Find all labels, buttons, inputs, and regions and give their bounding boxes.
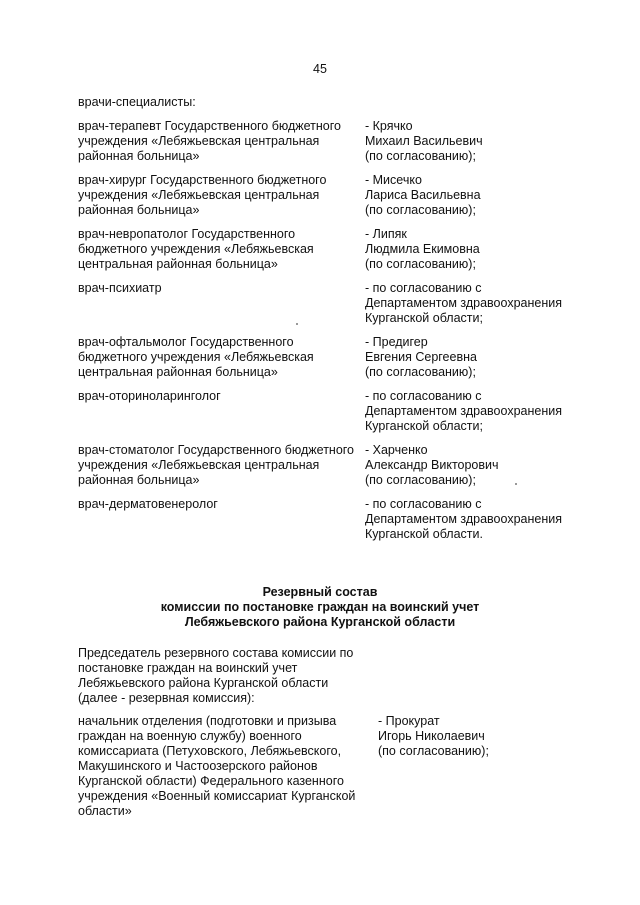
reserve-member-position: начальник отделения (подготовки и призыва граждан на военную службу) военного комиссариата (Петуховского, Лебяжьевского, Макушинского и Частоозерского районов Курганской области) Федерального казенного учреждения «Военный комиссариат Курганской области»	[78, 714, 356, 818]
scan-speck	[296, 323, 298, 325]
member-position: врач-невропатолог Государственного бюджетного учреждения «Лебяжьевская центральная районная больница»	[78, 227, 314, 271]
member-person: - по согласованию с Департаментом здравоохранения Курганской области.	[365, 497, 562, 541]
member-person: - Предигер Евгения Сергеевна (по согласованию);	[365, 335, 477, 379]
section-label: врачи-специалисты:	[78, 95, 196, 109]
scan-speck	[515, 483, 517, 485]
member-position: врач-психиатр	[78, 281, 162, 295]
member-person: - Харченко Александр Викторович (по согласованию);	[365, 443, 499, 487]
reserve-member-person: - Прокурат Игорь Николаевич (по согласованию);	[378, 714, 489, 758]
member-person: - по согласованию с Департаментом здравоохранения Курганской области;	[365, 389, 562, 433]
member-person: - по согласованию с Департаментом здравоохранения Курганской области;	[365, 281, 562, 325]
page-number: 45	[313, 62, 327, 76]
member-position: врач-хирург Государственного бюджетного учреждения «Лебяжьевская центральная районная больница»	[78, 173, 327, 217]
member-person: - Липяк Людмила Екимовна (по согласованию);	[365, 227, 480, 271]
chair-position: Председатель резервного состава комиссии по постановке граждан на воинский учет Лебяжьевского района Курганской области (далее - резервная комиссия):	[78, 646, 354, 705]
reserve-heading: Резервный состав комиссии по постановке граждан на воинский учет Лебяжьевского района Курганской области	[160, 585, 480, 629]
member-person: - Крячко Михаил Васильевич (по согласованию);	[365, 119, 483, 163]
member-position: врач-оториноларинголог	[78, 389, 221, 403]
member-person: - Мисечко Лариса Васильевна (по согласованию);	[365, 173, 481, 217]
member-position: врач-терапевт Государственного бюджетного учреждения «Лебяжьевская центральная районная больница»	[78, 119, 342, 163]
member-position: врач-стоматолог Государственного бюджетного учреждения «Лебяжьевская центральная районная больница»	[78, 443, 355, 487]
member-position: врач-офтальмолог Государственного бюджетного учреждения «Лебяжьевская центральная районная больница»	[78, 335, 314, 379]
member-position: врач-дерматовенеролог	[78, 497, 218, 511]
